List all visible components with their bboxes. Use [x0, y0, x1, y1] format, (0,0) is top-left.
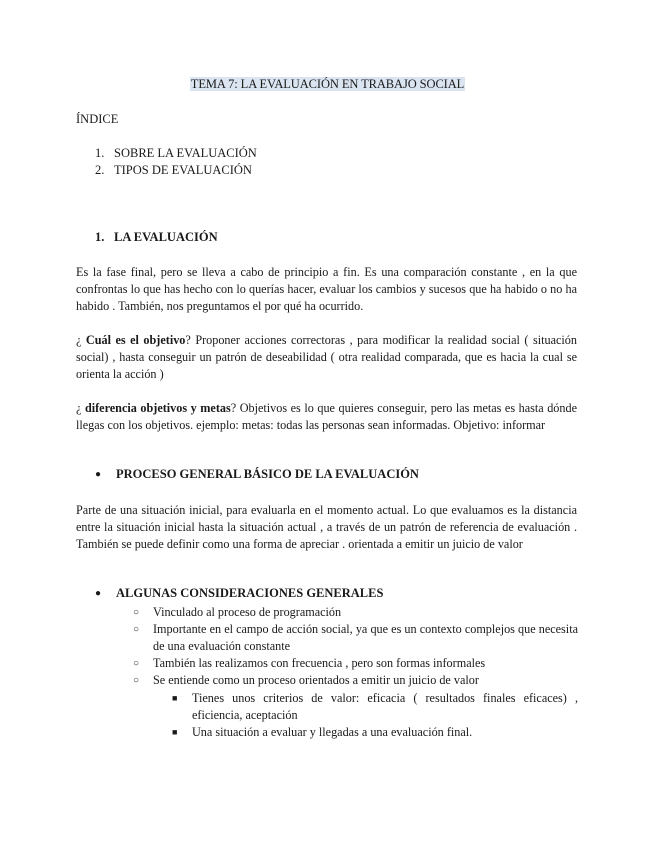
index-item	[95, 146, 257, 161]
list-item	[133, 655, 578, 672]
paragraph-lead: ¿	[76, 333, 86, 347]
paragraph-difference	[76, 400, 577, 434]
section-title: LA EVALUACIÓN	[114, 230, 218, 244]
paragraph-rest: ? Proponer acciones correctoras , para modificar la realidad social ( situación social) , hasta conseguir un patrón de deseabilidad ( otra realidad comparada, que es hacia la cual se orienta la acción )	[76, 333, 577, 381]
paragraph-objective	[76, 332, 577, 383]
paragraph-lead: ¿	[76, 401, 85, 415]
paragraph-bold: diferencia objetivos y metas	[84, 401, 231, 415]
index-heading: ÍNDICE	[76, 112, 119, 126]
section-number: 1.	[95, 230, 105, 244]
document-title: TEMA 7: LA EVALUACIÓN EN TRABAJO SOCIAL	[190, 77, 465, 91]
bullet-heading	[95, 586, 383, 601]
circle-marker: ○	[133, 658, 140, 669]
list-item	[133, 672, 578, 689]
bullet-marker: ●	[95, 469, 102, 480]
list-item	[133, 621, 578, 655]
paragraph-bold: Cuál es el objetivo	[85, 333, 186, 347]
list-item-text: Importante en el campo de acción social, ya que es un contexto complejos que necesita de una evaluación constante	[153, 622, 578, 653]
bullet-heading-text: ALGUNAS CONSIDERACIONES GENERALES	[116, 586, 384, 600]
circle-marker: ○	[133, 624, 140, 635]
square-marker: ■	[172, 727, 178, 737]
list-item-text: También las realizamos con frecuencia , pero son formas informales	[153, 656, 486, 670]
circle-marker: ○	[133, 607, 140, 618]
title-line	[0, 77, 655, 92]
square-marker: ■	[172, 693, 178, 703]
list-item-text: Vinculado al proceso de programación	[153, 605, 342, 619]
list-item	[172, 724, 578, 741]
index-item-number: 1.	[95, 146, 105, 160]
list-item-text: Una situación a evaluar y llegadas a una evaluación final.	[192, 725, 473, 739]
index-item-number: 2.	[95, 163, 105, 177]
paragraph-rest: ? Objetivos es lo que quieres conseguir, pero las metas es hasta dónde llegas con los objetivos. ejemplo: metas: todas las personas sean informadas. Objetivo: informar	[76, 401, 577, 432]
circle-marker: ○	[133, 675, 140, 686]
paragraph-process: Parte de una situación inicial, para evaluarla en el momento actual. Lo que evaluamos es la distancia entre la situación inicial hasta la situación actual , a través de un patrón de referencia de evaluación . También se puede definir como una forma de apreciar . orientada a emitir un juicio de valor	[76, 503, 577, 551]
index-item-text: TIPOS DE EVALUACIÓN	[114, 163, 252, 177]
bullet-heading-text: PROCESO GENERAL BÁSICO DE LA EVALUACIÓN	[116, 467, 419, 481]
paragraph-intro: Es la fase final, pero se lleva a cabo de principio a fin. Es una comparación constante , en la que confrontas lo que has hecho con lo querías hacer, evaluar los cambios y sucesos que ha habido o no ha habido . También, nos preguntamos el por qué ha ocurrido.	[76, 265, 577, 313]
section-heading	[95, 230, 218, 245]
list-item-text: Se entiende como un proceso orientados a emitir un juicio de valor	[153, 673, 479, 687]
index-item-text: SOBRE LA EVALUACIÓN	[114, 146, 257, 160]
list-item-text: Tienes unos criterios de valor: eficacia ( resultados finales eficaces) , eficiencia, aceptación	[192, 691, 578, 722]
list-item	[172, 690, 578, 724]
bullet-marker: ●	[95, 588, 102, 599]
bullet-heading	[95, 467, 419, 482]
index-item	[95, 163, 252, 178]
list-item	[133, 604, 578, 621]
